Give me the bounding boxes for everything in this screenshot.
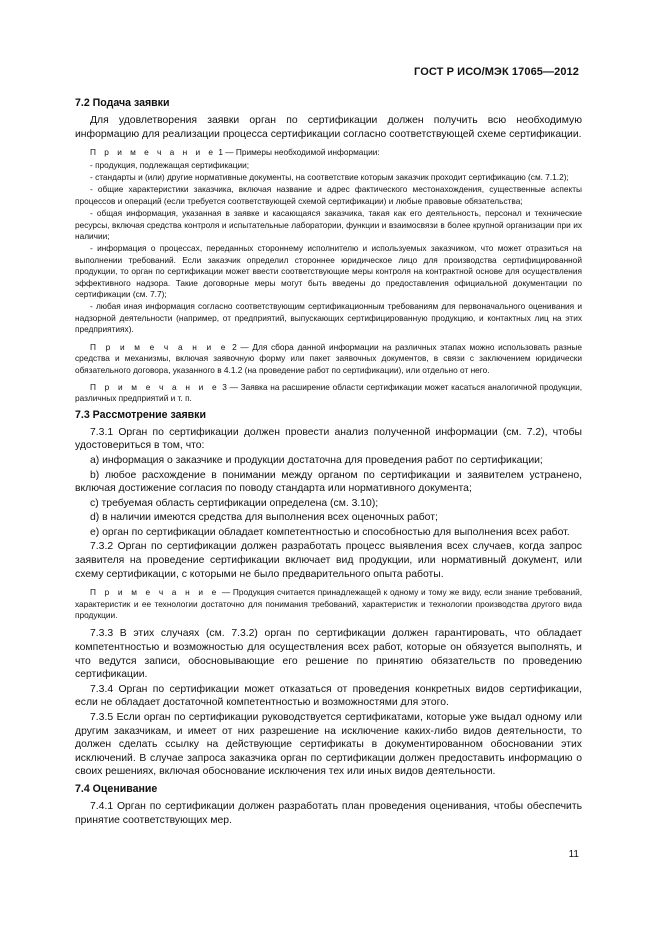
note-label: П р и м е ч а н и е [90, 341, 229, 352]
list-item: e) орган по сертификации обладает компетентностью и способностью для выполнения всех работ. [90, 526, 570, 538]
note-2 [75, 342, 582, 376]
paragraph-7-2: Для удовлетворения заявки орган по сертификации должен получить всю необходимую информацию для реализации процесса сертификации согласно соответствующей схеме сертификации. [75, 115, 582, 140]
note-text: — Продукция считается принадлежащей к одному и тому же виду, если знание требований, характеристик и ее технологии достаточно для понимания требований, характеристик и технологии производства другого вида продукции. [75, 587, 583, 621]
note-1-item: - информация о процессах, переданных стороннему исполнителю и используемых заказчиком, что может отразиться на выполнении требований. Если заказчик определил стороннее юридическое лицо для производства сертифицированной продукции, то орган по сертификации может ввести соответствующие меры контроля на контрактной основе для осуществления эффективного надзора. Такие договорные меры могут быть введены до предоставления официальной документации по сертификации (см. 7.7); [75, 243, 582, 300]
note-label: П р и м е ч а н и е [90, 381, 220, 392]
list-item: a) информация о заказчике и продукции достаточна для проведения работ по сертификации; [90, 454, 543, 466]
note-3 [75, 382, 582, 405]
note-1 [75, 147, 582, 158]
note-1-item: - стандарты и (или) другие нормативные документы, на соответствие которым заказчик проходит сертификацию (см. 7.1.2); [90, 172, 569, 182]
note-text: 1 — Примеры необходимой информации: [216, 147, 380, 158]
page-number: 11 [568, 849, 579, 860]
section-heading-7-3: 7.3 Рассмотрение заявки [75, 408, 206, 421]
note-1-item: - общие характеристики заказчика, включая название и адрес фактического местонахождения, существенные аспекты процессов и операций (если требуется соответствующей схемой сертификации) и любые правовые обязательства; [75, 184, 582, 206]
standard-header: ГОСТ Р ИСО/МЭК 17065—2012 [414, 66, 579, 78]
paragraph-7-3-1: 7.3.1 Орган по сертификации должен провести анализ полученной информации (см. 7.2), чтобы удостовериться в том, что: [75, 426, 582, 452]
list-item: d) в наличии имеются средства для выполнения всех оценочных работ; [90, 512, 438, 524]
paragraph-7-3-2: 7.3.2 Орган по сертификации должен разработать процесс выявления всех случаев, когда запрос заявителя на проведение сертификации включает вид продукции, или нормативный документ, или схему сертификации, с которыми не было предварительного опыта работы. [75, 541, 582, 580]
section-heading-7-2: 7.2 Подача заявки [75, 97, 170, 109]
page-content [75, 97, 582, 828]
note-text: 3 — Заявка на расширение области сертификации может касаться аналогичной продукции, различных предприятий и т. п. [75, 381, 583, 404]
note-product-type [75, 587, 582, 621]
note-label: П р и м е ч а н и е [90, 587, 220, 598]
note-1-item: - любая иная информация согласно соответствующим сертификационным требованиям для первоначального оценивания и надзорной деятельности (например, от предприятий, выпускающих сертифицированную продукцию, и контактных лиц на этих предприятиях). [75, 301, 582, 335]
note-1-item: - продукция, подлежащая сертификации; [90, 159, 250, 170]
note-text: 2 — Для сбора данной информации на различных этапах можно использовать разные средства и механизмы, включая заявочную форму или пакет заявочных документов, в связи с заключением юридически обязательного договора, указанного в 4.1.2 (на проведение работ по сертификации), или отдельно от него. [75, 341, 582, 375]
paragraph-7-4-1: 7.4.1 Орган по сертификации должен разработать план проведения оценивания, чтобы обеспечить принятие соответствующих мер. [75, 801, 582, 826]
list-item: b) любое расхождение в понимании между органом по сертификации и заявителем устранено, включая достижение согласия по поводу стандарта или нормативного документа; [75, 469, 582, 495]
note-label: П р и м е ч а н и е [90, 147, 217, 158]
list-item: c) требуемая область сертификации определена (см. 3.10); [90, 497, 379, 509]
section-heading-7-4: 7.4 Оценивание [75, 783, 158, 795]
paragraph-7-3-3: 7.3.3 В этих случаях (см. 7.3.2) орган по сертификации должен гарантировать, что обладает компетентностью и возможностью для осуществления всех работ, которые он обязуется выполнять, и что ведутся записи, обосновывающие его решение по принятию обязательств по проведению сертификации. [75, 628, 582, 681]
note-1-item: - общая информация, указанная в заявке и касающаяся заказчика, такая как его деятельность, персонал и технические ресурсы, включая средства контроля и испытательные лаборатории, функции и взаимосвязи в более крупной организации при их наличии; [75, 208, 582, 242]
paragraph-7-3-5: 7.3.5 Если орган по сертификации руководствуется сертификатами, которые уже выдал одному или другим заказчикам, и имеет от них разрешение на исключение каких-либо видов деятельности, то должен сделать ссылку на действующие сертификаты в документированном обосновании этих исключений. В случае запроса заказчика орган по сертификации должен предоставить информацию о своих решениях, включая обоснование исключения тех или иных видов деятельности. [75, 712, 582, 778]
paragraph-7-3-4: 7.3.4 Орган по сертификации может отказаться от проведения конкретных видов сертификации, если не обладает достаточной компетентностью и возможностями для этого. [75, 683, 582, 709]
